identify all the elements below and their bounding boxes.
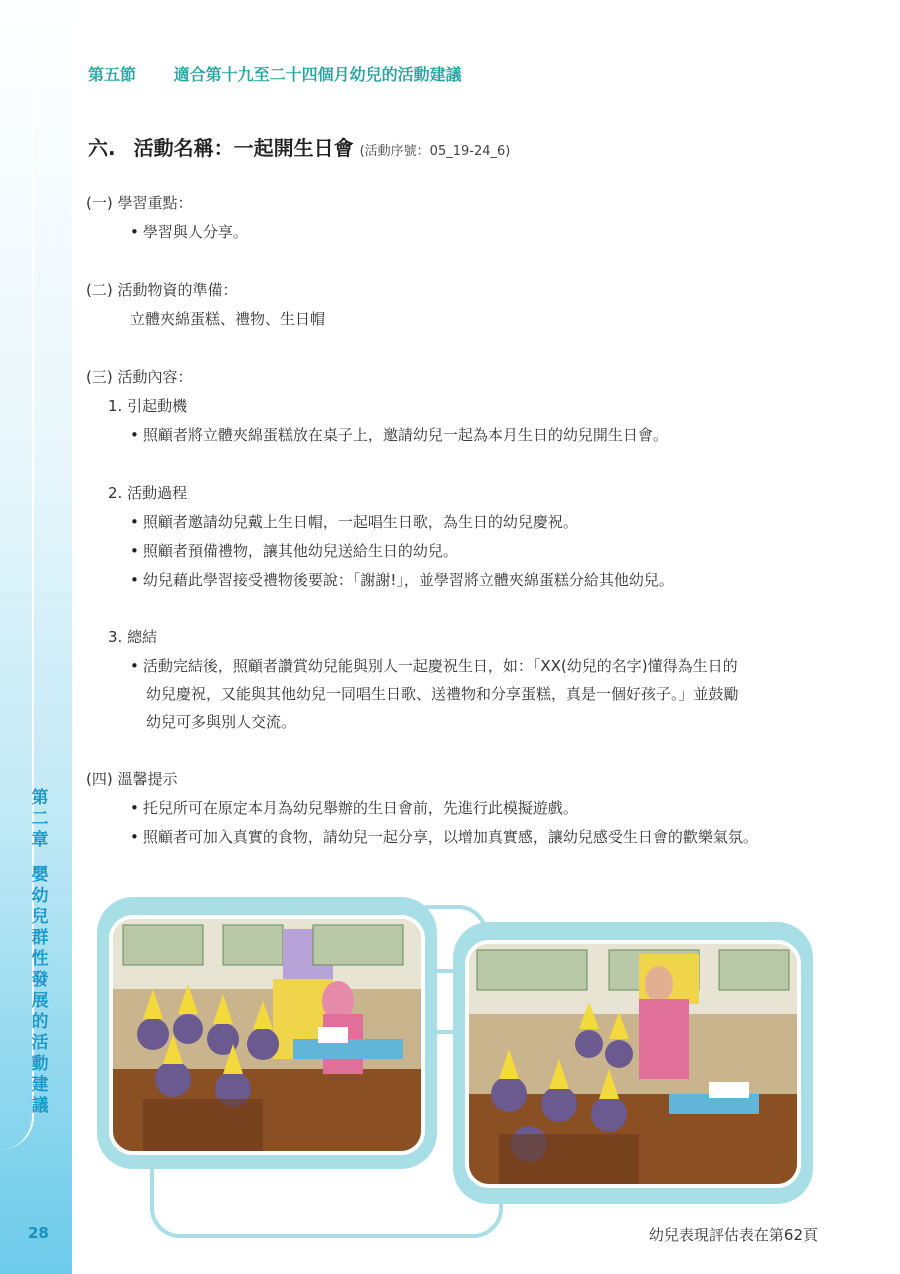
step-label-3: 3. 總結 (108, 628, 158, 646)
step-label-2: 2. 活動過程 (108, 484, 188, 502)
photo-right-image (469, 944, 797, 1184)
tip-item-2: • 照顧者可加入真實的食物，請幼兒一起分享，以增加真實感，讓幼兒感受生日會的歡樂氣氛。 (130, 826, 758, 847)
activity-number: 六. (88, 136, 116, 160)
step-2-item-3: • 幼兒藉此學習接受禮物後要說：「謝謝!」，並學習將立體夾綿蛋糕分給其他幼兒。 (130, 569, 674, 590)
footer-note: 幼兒表現評估表在第62頁 (648, 1226, 818, 1244)
photo-left-image (113, 919, 421, 1151)
step-3-line-1: • 活動完結後，照顧者讚賞幼兒能與別人一起慶祝生日，如：「XX(幼兒的名字)懂得為生日的 (130, 655, 738, 676)
photo-frame-right (453, 922, 813, 1204)
photo-right (465, 940, 801, 1188)
step-1-item: • 照顧者將立體夾綿蛋糕放在桌子上，邀請幼兒一起為本月生日的幼兒開生日會。 (130, 424, 668, 445)
section-number: 第五節 (88, 65, 137, 84)
sidebar-chapter-label: 第二章 (31, 788, 49, 850)
materials-text: 立體夾綿蛋糕、禮物、生日帽 (130, 310, 326, 328)
content-heading: (三) 活動內容： (86, 368, 193, 386)
focus-heading: (一) 學習重點： (86, 194, 193, 212)
step-2-item-2: • 照顧者預備禮物，讓其他幼兒送給生日的幼兒。 (130, 540, 458, 561)
step-2-item-1: • 照顧者邀請幼兒戴上生日帽，一起唱生日歌，為生日的幼兒慶祝。 (130, 511, 578, 532)
step-label-1: 1. 引起動機 (108, 397, 188, 415)
step-3-line-3: 幼兒可多與別人交流。 (146, 713, 297, 731)
materials-heading: (二) 活動物資的準備： (86, 281, 238, 299)
tips-heading: (四) 溫馨提示 (86, 770, 178, 788)
photo-frame-left (97, 897, 437, 1169)
page-number: 28 (28, 1224, 49, 1242)
focus-item: • 學習與人分享。 (130, 221, 248, 242)
section-title: 適合第十九至二十四個月幼兒的活動建議 (173, 65, 462, 84)
activity-serial: (活動序號：05_19-24_6) (359, 144, 511, 159)
step-3-line-2: 幼兒慶祝，又能與其他幼兒一同唱生日歌、送禮物和分享蛋糕，真是一個好孩子。」並鼓勵 (146, 685, 739, 703)
section-header (88, 62, 462, 85)
sidebar-chapter-title: 嬰幼兒群性發展的活動建議 (31, 865, 49, 1116)
tip-item-1: • 托兒所可在原定本月為幼兒舉辦的生日會前，先進行此模擬遊戲。 (130, 797, 578, 818)
sidebar-chapter (28, 788, 52, 1117)
photo-left (109, 915, 425, 1155)
activity-name: 活動名稱：一起開生日會 (133, 136, 354, 160)
activity-title (88, 132, 510, 161)
